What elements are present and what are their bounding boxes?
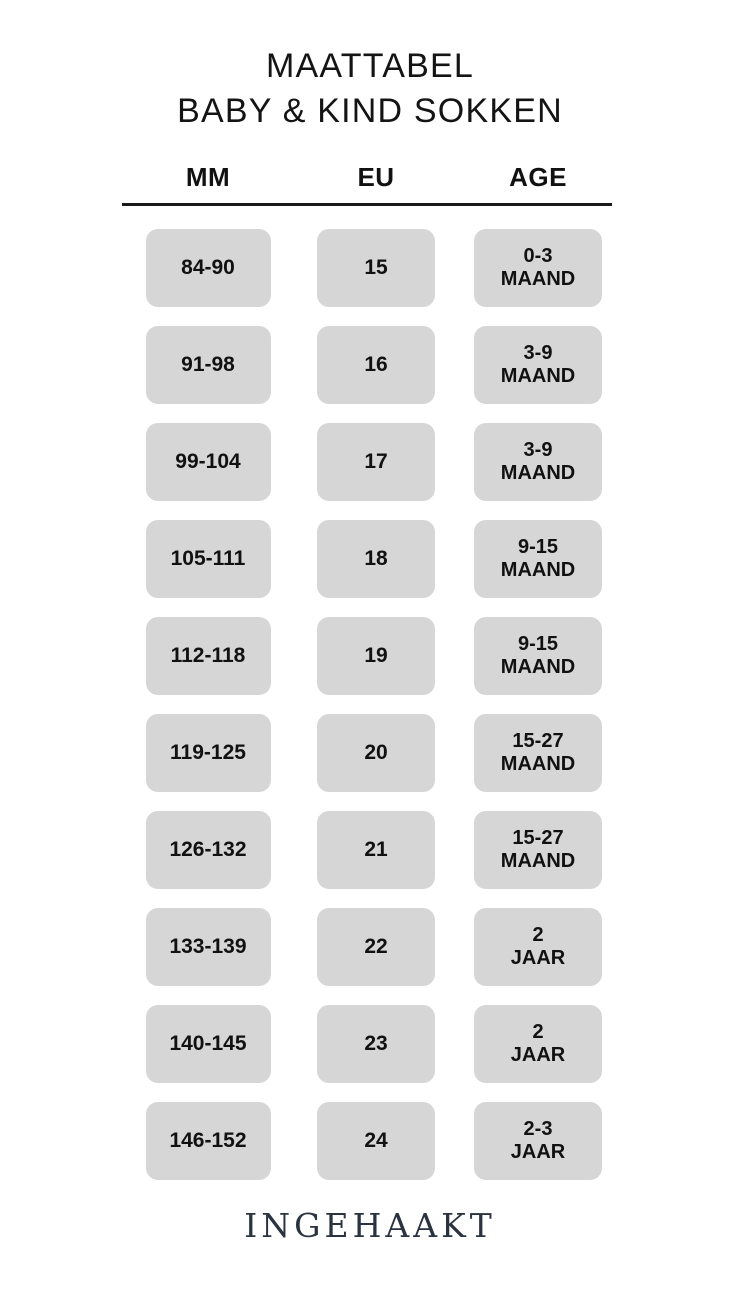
chip-mm [146, 714, 271, 792]
table-row [120, 899, 620, 996]
chip-eu-value: 19 [364, 643, 388, 667]
chip-age-value: 3-9 [523, 341, 553, 364]
cell-age [456, 423, 620, 501]
cell-eu [296, 1005, 456, 1083]
cell-mm [120, 520, 296, 598]
header-divider [122, 203, 612, 206]
chip-age [474, 1102, 602, 1180]
table-header-row [120, 162, 620, 203]
cell-mm [120, 326, 296, 404]
column-header-eu: EU [357, 161, 395, 192]
chip-age-unit: JAAR [510, 1141, 566, 1164]
table-row [120, 317, 620, 414]
chip-age-unit: MAAND [500, 753, 576, 776]
cell-eu [296, 1102, 456, 1180]
title-line-primary: MAATTABEL [266, 47, 474, 85]
chip-age-value: 0-3 [523, 244, 553, 267]
chip-age-unit: MAAND [500, 268, 576, 291]
chip-mm-value: 99-104 [175, 449, 241, 473]
cell-mm [120, 229, 296, 307]
chip-eu [317, 520, 435, 598]
cell-mm [120, 1102, 296, 1180]
table-row [120, 1093, 620, 1190]
chip-eu-value: 24 [364, 1128, 388, 1152]
chip-age [474, 811, 602, 889]
chip-age [474, 520, 602, 598]
column-header-age: AGE [509, 161, 567, 192]
chip-eu-value: 22 [364, 934, 388, 958]
chip-age [474, 423, 602, 501]
brand-wordmark: INGEHAAKT [244, 1205, 496, 1245]
chip-age-value: 9-15 [517, 632, 559, 655]
chip-age [474, 326, 602, 404]
table-row [120, 414, 620, 511]
chip-eu [317, 811, 435, 889]
chip-age [474, 714, 602, 792]
cell-age [456, 714, 620, 792]
cell-age [456, 1005, 620, 1083]
chip-age-value: 2 [532, 1020, 544, 1043]
chip-mm-value: 84-90 [181, 255, 235, 279]
cell-mm [120, 908, 296, 986]
chip-age-unit: MAAND [500, 462, 576, 485]
page-title [0, 0, 740, 134]
chip-mm [146, 520, 271, 598]
cell-eu [296, 520, 456, 598]
chip-age [474, 908, 602, 986]
cell-eu [296, 617, 456, 695]
chip-mm [146, 1102, 271, 1180]
cell-age [456, 908, 620, 986]
chip-age-unit: MAAND [500, 850, 576, 873]
chip-eu-value: 20 [364, 740, 388, 764]
chip-age-unit: JAAR [510, 1044, 566, 1067]
chip-eu-value: 16 [364, 352, 388, 376]
chip-mm-value: 112-118 [170, 643, 246, 667]
table-row [120, 511, 620, 608]
cell-mm [120, 617, 296, 695]
chip-mm-value: 91-98 [181, 352, 235, 376]
chip-eu [317, 714, 435, 792]
cell-age [456, 326, 620, 404]
cell-eu [296, 811, 456, 889]
chip-mm [146, 229, 271, 307]
chip-mm-value: 140-145 [169, 1031, 247, 1055]
chip-mm [146, 617, 271, 695]
cell-mm [120, 714, 296, 792]
chip-age-value: 2 [532, 923, 544, 946]
cell-age [456, 520, 620, 598]
chip-age-unit: MAAND [500, 365, 576, 388]
table-row [120, 996, 620, 1093]
chip-mm-value: 105-111 [170, 546, 246, 570]
chip-mm-value: 119-125 [170, 740, 246, 764]
chip-age-unit: MAAND [500, 656, 576, 679]
chip-eu [317, 326, 435, 404]
chip-eu-value: 18 [364, 546, 388, 570]
chip-mm [146, 423, 271, 501]
cell-mm [120, 1005, 296, 1083]
cell-eu [296, 714, 456, 792]
cell-age [456, 229, 620, 307]
cell-age [456, 811, 620, 889]
title-line-secondary: BABY & KIND SOKKEN [177, 91, 563, 130]
chip-eu-value: 21 [364, 837, 388, 861]
chip-mm [146, 326, 271, 404]
chip-mm [146, 811, 271, 889]
chip-age-value: 15-27 [512, 826, 564, 849]
cell-mm [120, 423, 296, 501]
chip-eu [317, 229, 435, 307]
chip-age [474, 617, 602, 695]
chip-age-unit: MAAND [500, 559, 576, 582]
chip-age-value: 3-9 [523, 438, 553, 461]
chip-eu-value: 15 [364, 255, 388, 279]
chip-age-value: 9-15 [517, 535, 559, 558]
chip-age-value: 15-27 [512, 729, 564, 752]
chip-age [474, 229, 602, 307]
chip-age-unit: JAAR [510, 947, 566, 970]
chip-eu [317, 423, 435, 501]
cell-eu [296, 908, 456, 986]
chip-eu [317, 1005, 435, 1083]
table-body [120, 220, 620, 1190]
chip-mm-value: 126-132 [169, 837, 247, 861]
chip-eu [317, 617, 435, 695]
size-table [120, 134, 620, 1190]
cell-eu [296, 423, 456, 501]
cell-age [456, 1102, 620, 1180]
cell-age [456, 617, 620, 695]
chip-eu-value: 23 [364, 1031, 388, 1055]
table-row [120, 705, 620, 802]
chip-mm [146, 1005, 271, 1083]
footer [0, 1206, 740, 1245]
table-row [120, 608, 620, 705]
cell-eu [296, 326, 456, 404]
chip-eu [317, 908, 435, 986]
cell-mm [120, 811, 296, 889]
table-row [120, 802, 620, 899]
chip-age [474, 1005, 602, 1083]
column-header-mm: MM [185, 161, 231, 192]
chip-mm [146, 908, 271, 986]
cell-eu [296, 229, 456, 307]
chip-age-value: 2-3 [523, 1117, 553, 1140]
chip-eu [317, 1102, 435, 1180]
chip-mm-value: 146-152 [169, 1128, 247, 1152]
table-row [120, 220, 620, 317]
chip-mm-value: 133-139 [169, 934, 247, 958]
chip-eu-value: 17 [364, 449, 388, 473]
